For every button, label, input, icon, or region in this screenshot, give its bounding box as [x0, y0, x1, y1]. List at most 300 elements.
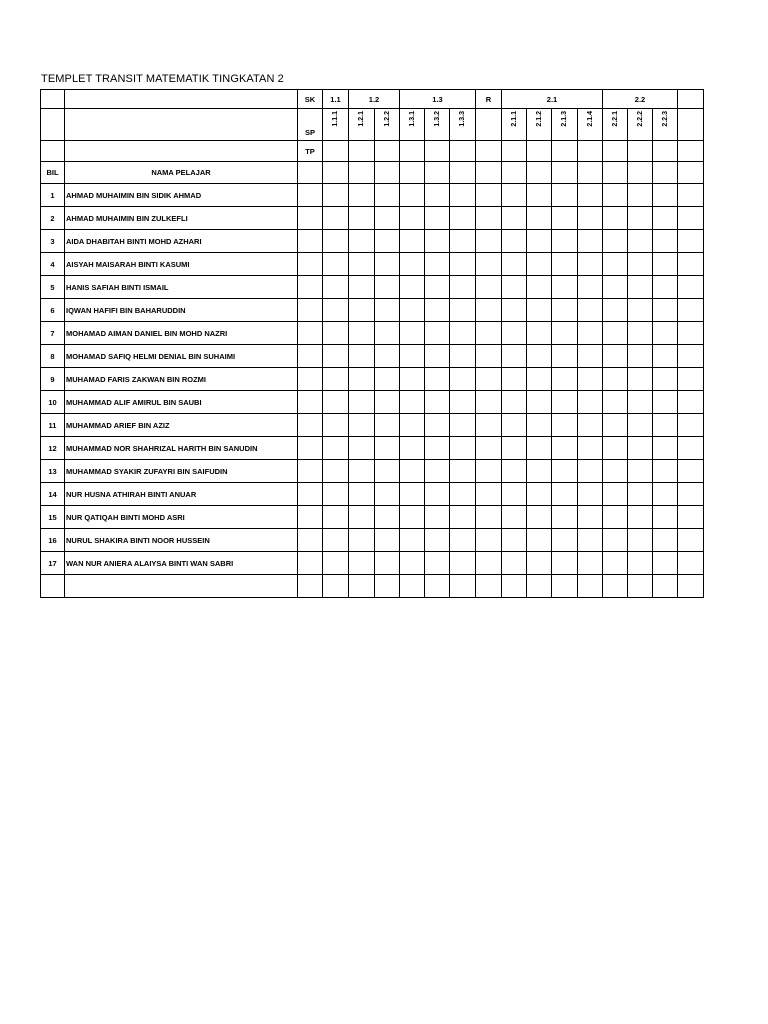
score-cell[interactable]	[502, 506, 527, 529]
score-cell[interactable]	[349, 276, 375, 299]
score-cell[interactable]	[349, 230, 375, 253]
score-cell[interactable]	[552, 529, 578, 552]
score-cell[interactable]	[653, 184, 678, 207]
score-cell[interactable]	[375, 345, 400, 368]
score-cell[interactable]	[298, 276, 323, 299]
score-cell[interactable]	[578, 483, 603, 506]
score-cell[interactable]	[349, 391, 375, 414]
score-cell[interactable]	[628, 230, 653, 253]
score-cell[interactable]	[450, 483, 476, 506]
score-cell[interactable]	[425, 253, 450, 276]
score-cell[interactable]	[349, 345, 375, 368]
score-cell[interactable]	[425, 437, 450, 460]
score-cell[interactable]	[476, 299, 502, 322]
score-cell[interactable]	[375, 230, 400, 253]
score-cell[interactable]	[552, 368, 578, 391]
score-cell[interactable]	[653, 483, 678, 506]
sk-group-1-1: 1.1	[323, 90, 349, 109]
score-cell[interactable]	[603, 414, 628, 437]
score-cell[interactable]	[578, 276, 603, 299]
score-cell[interactable]	[425, 529, 450, 552]
score-cell[interactable]	[450, 368, 476, 391]
blank-cell	[678, 90, 704, 109]
score-cell[interactable]	[298, 299, 323, 322]
score-cell[interactable]	[552, 253, 578, 276]
score-cell[interactable]	[323, 414, 349, 437]
score-cell[interactable]	[578, 506, 603, 529]
score-cell[interactable]	[450, 506, 476, 529]
score-cell[interactable]	[502, 529, 527, 552]
score-cell[interactable]	[678, 322, 704, 345]
score-cell[interactable]	[552, 322, 578, 345]
score-cell[interactable]	[450, 437, 476, 460]
score-cell[interactable]	[476, 460, 502, 483]
score-cell[interactable]	[527, 414, 552, 437]
score-cell[interactable]	[552, 414, 578, 437]
score-cell[interactable]	[476, 253, 502, 276]
score-cell[interactable]	[476, 552, 502, 575]
score-cell[interactable]	[502, 230, 527, 253]
table-row	[41, 207, 704, 230]
score-cell[interactable]	[527, 368, 552, 391]
score-cell[interactable]	[476, 391, 502, 414]
student-name-cell: AHMAD MUHAIMIN BIN SIDIK AHMAD	[65, 184, 298, 207]
score-cell[interactable]	[578, 207, 603, 230]
score-cell[interactable]	[628, 529, 653, 552]
score-cell[interactable]	[628, 506, 653, 529]
score-cell[interactable]	[425, 230, 450, 253]
score-cell[interactable]	[527, 345, 552, 368]
score-cell[interactable]	[527, 207, 552, 230]
score-cell[interactable]	[603, 391, 628, 414]
score-cell[interactable]	[502, 483, 527, 506]
score-cell[interactable]	[502, 207, 527, 230]
score-cell[interactable]	[552, 552, 578, 575]
score-cell[interactable]	[678, 391, 704, 414]
r-label: R	[476, 90, 502, 109]
score-cell[interactable]	[400, 552, 425, 575]
score-cell[interactable]	[502, 391, 527, 414]
score-cell[interactable]	[678, 276, 704, 299]
score-cell[interactable]	[603, 345, 628, 368]
score-cell[interactable]	[578, 322, 603, 345]
score-cell[interactable]	[603, 322, 628, 345]
score-cell[interactable]	[552, 437, 578, 460]
score-cell[interactable]	[349, 460, 375, 483]
score-cell[interactable]	[450, 230, 476, 253]
score-cell[interactable]	[400, 368, 425, 391]
score-cell[interactable]	[476, 322, 502, 345]
score-cell[interactable]	[527, 506, 552, 529]
sp-code: 1.3.3	[459, 111, 466, 127]
score-cell[interactable]	[502, 276, 527, 299]
score-cell[interactable]	[298, 552, 323, 575]
score-cell[interactable]	[678, 345, 704, 368]
score-cell[interactable]	[578, 345, 603, 368]
score-cell[interactable]	[578, 253, 603, 276]
score-cell[interactable]	[375, 460, 400, 483]
score-cell[interactable]	[298, 368, 323, 391]
score-cell[interactable]	[527, 552, 552, 575]
score-cell[interactable]	[298, 253, 323, 276]
score-cell[interactable]	[375, 322, 400, 345]
score-cell[interactable]	[628, 414, 653, 437]
score-cell[interactable]	[425, 276, 450, 299]
score-cell[interactable]	[502, 253, 527, 276]
score-cell[interactable]	[527, 184, 552, 207]
score-cell[interactable]	[375, 414, 400, 437]
score-cell[interactable]	[628, 207, 653, 230]
score-cell[interactable]	[552, 506, 578, 529]
score-cell[interactable]	[450, 322, 476, 345]
score-cell[interactable]	[678, 414, 704, 437]
student-name-cell: MOHAMAD AIMAN DANIEL BIN MOHD NAZRI	[65, 322, 298, 345]
sp-code: 2.1.1	[510, 111, 518, 127]
score-cell[interactable]	[450, 299, 476, 322]
score-cell[interactable]	[375, 506, 400, 529]
sp-code: 2.1.2	[535, 111, 543, 127]
score-cell[interactable]	[450, 207, 476, 230]
score-cell[interactable]	[298, 414, 323, 437]
score-cell[interactable]	[400, 460, 425, 483]
score-cell[interactable]	[476, 276, 502, 299]
score-cell[interactable]	[298, 460, 323, 483]
score-cell[interactable]	[653, 253, 678, 276]
score-cell[interactable]	[653, 276, 678, 299]
score-cell[interactable]	[298, 207, 323, 230]
score-cell[interactable]	[400, 276, 425, 299]
score-cell[interactable]	[527, 299, 552, 322]
score-cell[interactable]	[578, 299, 603, 322]
score-cell[interactable]	[298, 483, 323, 506]
score-cell[interactable]	[349, 253, 375, 276]
score-cell[interactable]	[502, 299, 527, 322]
score-cell[interactable]	[603, 529, 628, 552]
score-cell[interactable]	[603, 483, 628, 506]
score-cell[interactable]	[678, 483, 704, 506]
score-cell[interactable]	[578, 368, 603, 391]
score-cell[interactable]	[628, 391, 653, 414]
score-cell[interactable]	[552, 184, 578, 207]
score-cell[interactable]	[552, 460, 578, 483]
score-cell[interactable]	[323, 460, 349, 483]
score-cell[interactable]	[349, 322, 375, 345]
score-cell[interactable]	[298, 506, 323, 529]
score-cell[interactable]	[552, 207, 578, 230]
bil-cell: 10	[41, 391, 65, 414]
score-cell[interactable]	[425, 345, 450, 368]
score-cell[interactable]	[323, 506, 349, 529]
score-cell[interactable]	[653, 368, 678, 391]
score-cell[interactable]	[678, 253, 704, 276]
score-cell[interactable]	[425, 506, 450, 529]
score-cell[interactable]	[476, 506, 502, 529]
score-cell[interactable]	[323, 437, 349, 460]
score-cell[interactable]	[502, 414, 527, 437]
score-cell[interactable]	[450, 391, 476, 414]
score-cell[interactable]	[400, 322, 425, 345]
bil-header: BIL	[41, 162, 65, 184]
score-cell[interactable]	[476, 207, 502, 230]
sp-code: 1.1.1	[332, 111, 339, 127]
score-cell[interactable]	[653, 552, 678, 575]
score-cell[interactable]	[527, 483, 552, 506]
score-cell[interactable]	[400, 483, 425, 506]
score-cell[interactable]	[349, 483, 375, 506]
score-cell[interactable]	[375, 184, 400, 207]
score-cell[interactable]	[628, 437, 653, 460]
bil-cell: 3	[41, 230, 65, 253]
score-cell[interactable]	[450, 529, 476, 552]
score-cell[interactable]	[425, 460, 450, 483]
score-cell[interactable]	[425, 391, 450, 414]
score-cell[interactable]	[603, 506, 628, 529]
score-cell[interactable]	[298, 230, 323, 253]
score-cell[interactable]	[323, 552, 349, 575]
score-cell[interactable]	[375, 253, 400, 276]
score-cell[interactable]	[476, 230, 502, 253]
score-cell[interactable]	[653, 437, 678, 460]
score-cell[interactable]	[400, 207, 425, 230]
score-cell[interactable]	[578, 460, 603, 483]
score-cell[interactable]	[400, 391, 425, 414]
score-cell[interactable]	[323, 253, 349, 276]
score-cell[interactable]	[375, 299, 400, 322]
score-cell[interactable]	[323, 207, 349, 230]
score-cell[interactable]	[323, 368, 349, 391]
score-cell[interactable]	[450, 253, 476, 276]
score-cell[interactable]	[450, 184, 476, 207]
score-cell[interactable]	[527, 230, 552, 253]
score-cell[interactable]	[653, 529, 678, 552]
sk-label: SK	[298, 90, 323, 109]
bil-cell: 1	[41, 184, 65, 207]
score-cell[interactable]	[400, 184, 425, 207]
score-cell[interactable]	[678, 552, 704, 575]
score-cell[interactable]	[375, 437, 400, 460]
score-cell[interactable]	[552, 483, 578, 506]
score-cell[interactable]	[349, 414, 375, 437]
score-cell[interactable]	[323, 391, 349, 414]
score-cell[interactable]	[628, 345, 653, 368]
score-cell[interactable]	[476, 483, 502, 506]
score-cell[interactable]	[349, 299, 375, 322]
score-cell[interactable]	[349, 552, 375, 575]
score-cell[interactable]	[628, 299, 653, 322]
score-cell[interactable]	[653, 345, 678, 368]
score-cell[interactable]	[476, 414, 502, 437]
score-cell[interactable]	[425, 322, 450, 345]
score-cell[interactable]	[552, 230, 578, 253]
score-cell[interactable]	[578, 184, 603, 207]
score-cell[interactable]	[450, 345, 476, 368]
student-name-cell: NUR QATIQAH BINTI MOHD ASRI	[65, 506, 298, 529]
score-cell[interactable]	[653, 207, 678, 230]
score-cell[interactable]	[552, 276, 578, 299]
score-cell[interactable]	[628, 368, 653, 391]
score-cell[interactable]	[400, 299, 425, 322]
score-cell[interactable]	[502, 322, 527, 345]
score-cell[interactable]	[349, 184, 375, 207]
score-cell[interactable]	[552, 391, 578, 414]
score-cell[interactable]	[678, 506, 704, 529]
score-cell[interactable]	[502, 552, 527, 575]
score-cell[interactable]	[375, 483, 400, 506]
student-name-cell: MUHAMMAD NOR SHAHRIZAL HARITH BIN SANUDIN	[65, 437, 298, 460]
score-cell[interactable]	[375, 276, 400, 299]
score-cell[interactable]	[653, 230, 678, 253]
score-cell[interactable]	[678, 368, 704, 391]
score-cell[interactable]	[298, 345, 323, 368]
score-cell[interactable]	[476, 345, 502, 368]
score-cell[interactable]	[678, 230, 704, 253]
score-cell[interactable]	[552, 299, 578, 322]
score-cell[interactable]	[375, 207, 400, 230]
score-cell[interactable]	[323, 230, 349, 253]
score-cell[interactable]	[298, 529, 323, 552]
student-name-cell: MUHAMMAD ALIF AMIRUL BIN SAUBI	[65, 391, 298, 414]
score-cell[interactable]	[476, 437, 502, 460]
score-cell[interactable]	[425, 184, 450, 207]
score-cell[interactable]	[400, 437, 425, 460]
score-cell[interactable]	[400, 230, 425, 253]
score-cell[interactable]	[603, 207, 628, 230]
score-cell[interactable]	[476, 529, 502, 552]
score-cell[interactable]	[527, 322, 552, 345]
score-cell[interactable]	[527, 529, 552, 552]
score-cell[interactable]	[425, 299, 450, 322]
score-cell[interactable]	[603, 230, 628, 253]
score-cell[interactable]	[578, 414, 603, 437]
student-name-cell: MOHAMAD SAFIQ HELMI DENIAL BIN SUHAIMI	[65, 345, 298, 368]
score-cell[interactable]	[527, 276, 552, 299]
assessment-table	[40, 89, 704, 598]
bil-cell: 5	[41, 276, 65, 299]
score-cell[interactable]	[578, 437, 603, 460]
score-cell[interactable]	[502, 368, 527, 391]
score-cell[interactable]	[628, 322, 653, 345]
score-cell[interactable]	[349, 506, 375, 529]
table-row	[41, 460, 704, 483]
score-cell[interactable]	[653, 460, 678, 483]
score-cell[interactable]	[653, 322, 678, 345]
score-cell[interactable]	[653, 299, 678, 322]
score-cell[interactable]	[628, 552, 653, 575]
score-cell[interactable]	[349, 437, 375, 460]
score-cell[interactable]	[603, 437, 628, 460]
score-cell[interactable]	[349, 207, 375, 230]
score-cell[interactable]	[476, 184, 502, 207]
score-cell[interactable]	[323, 299, 349, 322]
score-cell[interactable]	[603, 368, 628, 391]
score-cell[interactable]	[375, 368, 400, 391]
score-cell[interactable]	[653, 391, 678, 414]
score-cell[interactable]	[628, 460, 653, 483]
score-cell[interactable]	[502, 437, 527, 460]
score-cell[interactable]	[653, 414, 678, 437]
score-cell[interactable]	[400, 529, 425, 552]
score-cell[interactable]	[603, 253, 628, 276]
score-cell[interactable]	[678, 529, 704, 552]
score-cell[interactable]	[400, 345, 425, 368]
score-cell[interactable]	[323, 322, 349, 345]
score-cell[interactable]	[375, 391, 400, 414]
score-cell[interactable]	[527, 437, 552, 460]
student-name-cell: MUHAMMAD ARIEF BIN AZIZ	[65, 414, 298, 437]
score-cell[interactable]	[323, 184, 349, 207]
score-cell[interactable]	[678, 207, 704, 230]
score-cell[interactable]	[502, 460, 527, 483]
score-cell[interactable]	[400, 506, 425, 529]
score-cell[interactable]	[425, 414, 450, 437]
score-cell[interactable]	[323, 529, 349, 552]
score-cell[interactable]	[603, 299, 628, 322]
score-cell[interactable]	[603, 276, 628, 299]
score-cell[interactable]	[603, 552, 628, 575]
score-cell[interactable]	[323, 345, 349, 368]
score-cell[interactable]	[578, 529, 603, 552]
score-cell[interactable]	[425, 483, 450, 506]
score-cell[interactable]	[628, 184, 653, 207]
score-cell[interactable]	[502, 184, 527, 207]
score-cell[interactable]	[298, 437, 323, 460]
score-cell[interactable]	[400, 414, 425, 437]
score-cell[interactable]	[425, 207, 450, 230]
score-cell[interactable]	[603, 184, 628, 207]
bil-cell: 4	[41, 253, 65, 276]
score-cell[interactable]	[450, 276, 476, 299]
score-cell[interactable]	[349, 368, 375, 391]
score-cell[interactable]	[628, 276, 653, 299]
score-cell[interactable]	[400, 253, 425, 276]
score-cell[interactable]	[678, 299, 704, 322]
score-cell[interactable]	[628, 253, 653, 276]
score-cell[interactable]	[603, 460, 628, 483]
student-name-cell: AISYAH MAISARAH BINTI KASUMI	[65, 253, 298, 276]
score-cell[interactable]	[578, 552, 603, 575]
score-cell[interactable]	[450, 552, 476, 575]
table-row	[41, 230, 704, 253]
score-cell[interactable]	[298, 391, 323, 414]
score-cell[interactable]	[450, 460, 476, 483]
score-cell[interactable]	[527, 391, 552, 414]
score-cell[interactable]	[578, 391, 603, 414]
score-cell[interactable]	[628, 483, 653, 506]
score-cell[interactable]	[476, 368, 502, 391]
score-cell[interactable]	[450, 414, 476, 437]
score-cell[interactable]	[653, 506, 678, 529]
score-cell[interactable]	[527, 253, 552, 276]
sp-code: 1.3.1	[408, 111, 416, 127]
score-cell[interactable]	[349, 529, 375, 552]
score-cell[interactable]	[578, 230, 603, 253]
score-cell[interactable]	[678, 437, 704, 460]
score-cell[interactable]	[527, 460, 552, 483]
score-cell[interactable]	[298, 322, 323, 345]
score-cell[interactable]	[375, 552, 400, 575]
score-cell[interactable]	[298, 184, 323, 207]
score-cell[interactable]	[425, 368, 450, 391]
score-cell[interactable]	[678, 184, 704, 207]
score-cell[interactable]	[323, 483, 349, 506]
score-cell[interactable]	[678, 460, 704, 483]
sk-group-1-2: 1.2	[349, 90, 400, 109]
score-cell[interactable]	[552, 345, 578, 368]
score-cell[interactable]	[375, 529, 400, 552]
score-cell[interactable]	[502, 345, 527, 368]
score-cell[interactable]	[425, 552, 450, 575]
score-cell[interactable]	[323, 276, 349, 299]
